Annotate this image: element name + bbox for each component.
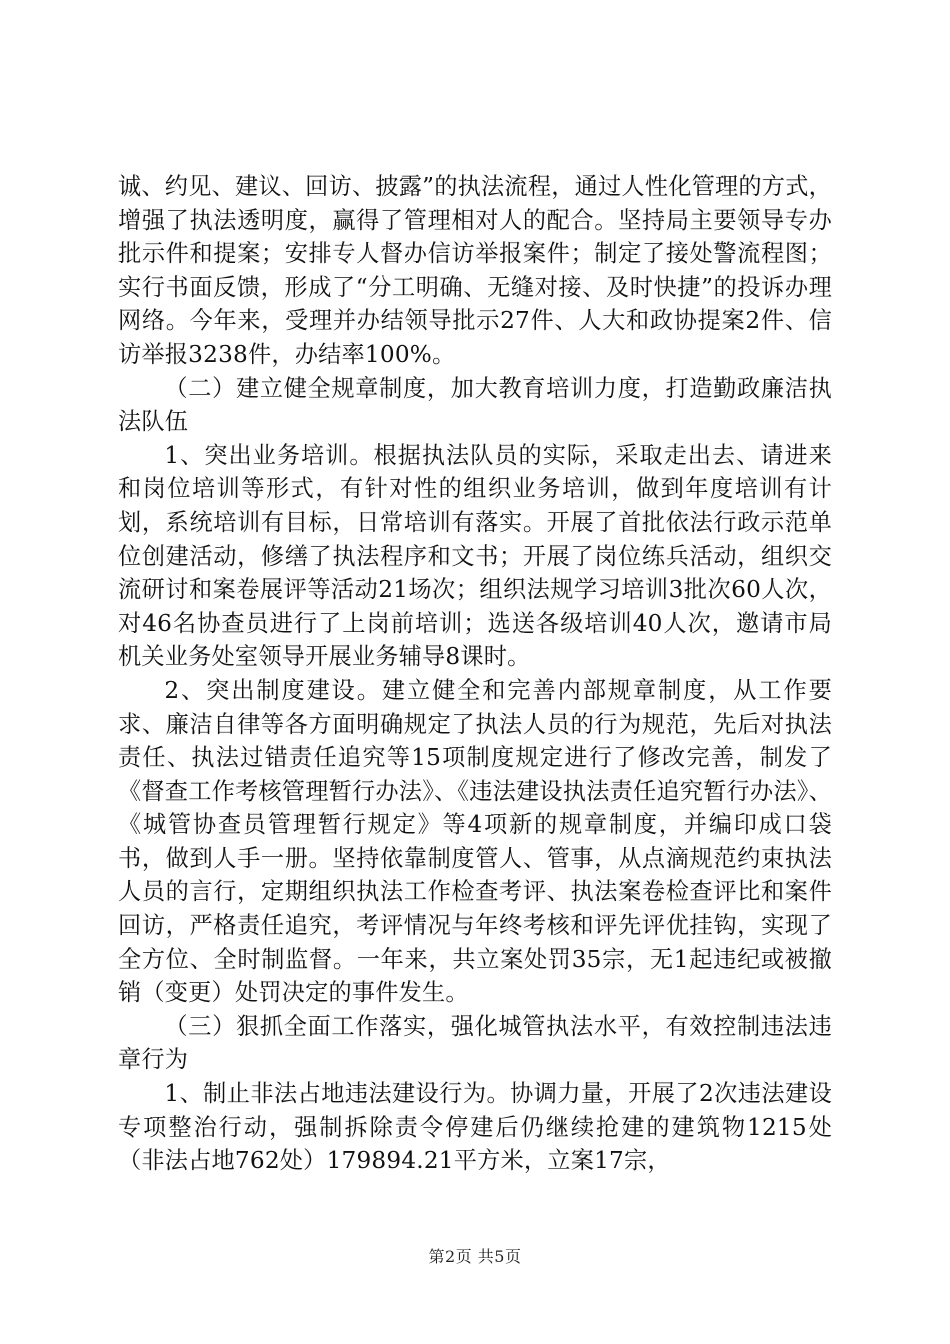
paragraph-business-training: 1、突出业务培训。根据执法队员的实际，采取走出去、请进来和岗位培训等形式，有针对性的组织业务培训，做到年度培训有计划，系统培训有目标，日常培训有落实。开展了首批依法行政示范单位创建活动，修缮了执法程序和文书；开展了岗位练兵活动，组织交流研讨和案卷展评等活动21场次；组织法规学习培训3批次60人次，对46名协查员进行了上岗前培训；选送各级培训40人次，邀请市局机关业务处室领导开展业务辅导8课时。: [118, 441, 832, 671]
heading-section-two: （二）建立健全规章制度，加大教育培训力度，打造勤政廉洁执法队伍: [118, 374, 832, 436]
paragraph-complaint-handling: 诚、约见、建议、回访、披露”的执法流程，通过人性化管理的方式，增强了执法透明度，赢得了管理相对人的配合。坚持局主要领导专办批示件和提案；安排专人督办信访举报案件；制定了接处警流程图；实行书面反馈，形成了“分工明确、无缝对接、及时快捷”的投诉办理网络。今年来，受理并办结领导批示27件、人大和政协提案2件、信访举报3238件，办结率100%。: [118, 173, 832, 368]
document-body: [118, 170, 832, 1178]
page-number-footer: 第2页 共5页: [428, 1247, 522, 1266]
paragraph-system-building: 2、突出制度建设。建立健全和完善内部规章制度，从工作要求、廉洁自律等各方面明确规定了执法人员的行为规范，先后对执法责任、执法过错责任追究等15项制度规定进行了修改完善，制发了《督查工作考核管理暂行办法》、《违法建设执法责任追究暂行办法》、《城管协查员管理暂行规定》等4项新的规章制度，并编印成口袋书，做到人手一册。坚持依靠制度管人、管事，从点滴规范约束执法人员的言行，定期组织执法工作检查考评、执法案卷检查评比和案件回访，严格责任追究，考评情况与年终考核和评先评优挂钩，实现了全方位、全时制监督。一年来，共立案处罚35宗，无1起违纪或被撤销（变更）处罚决定的事件发生。: [118, 676, 832, 1007]
paragraph-illegal-construction: 1、制止非法占地违法建设行为。协调力量，开展了2次违法建设专项整治行动，强制拆除责令停建后仍继续抢建的建筑物1215处（非法占地762处）179894.21平方米，立案17宗，: [118, 1080, 832, 1175]
heading-section-three: （三）狠抓全面工作落实，强化城管执法水平，有效控制违法违章行为: [118, 1012, 832, 1074]
